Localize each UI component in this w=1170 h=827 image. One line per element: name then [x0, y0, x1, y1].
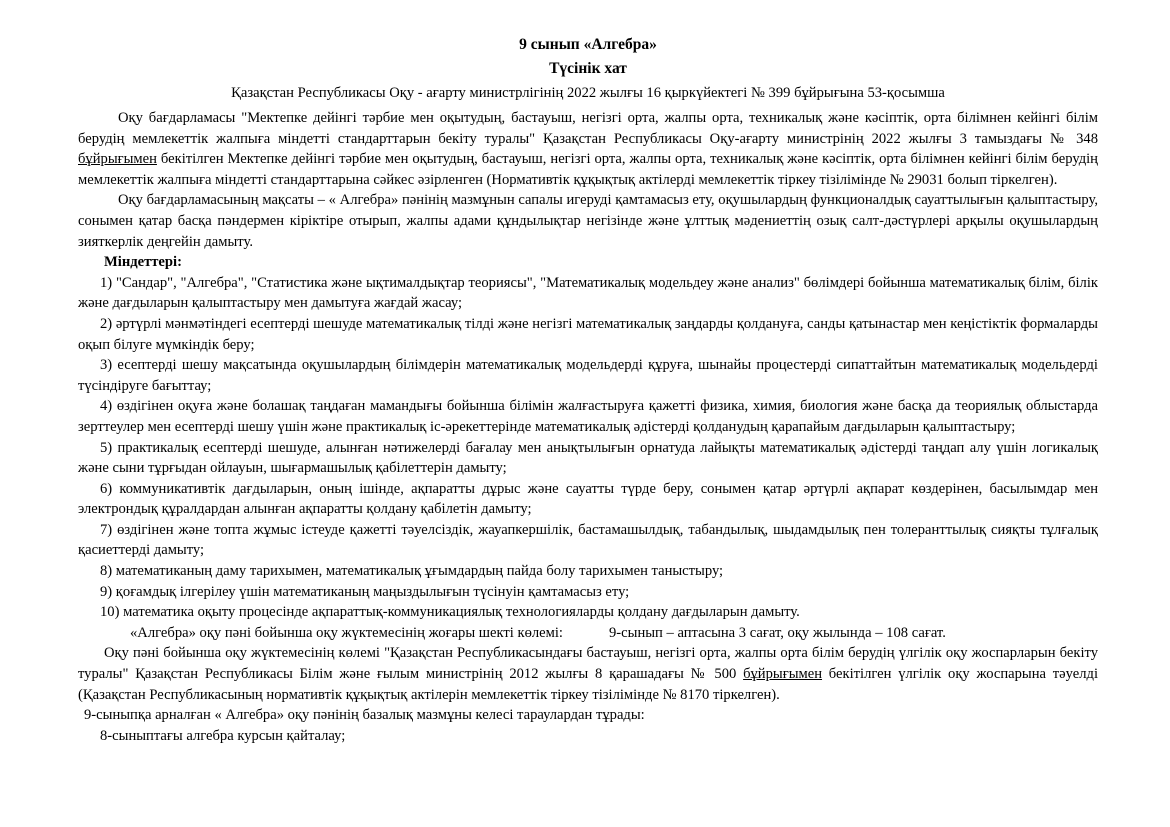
- paragraph-standards: [78, 108, 1098, 190]
- task-item-3: 3) есептерді шешу мақсатында оқушылардың білімдерін математикалық модельдерді құруға, шынайы процестерді сипаттайтын математикалық модельдерді түсіндіруге бағыттау;: [78, 357, 1098, 394]
- workload-value: 9-сынып – аптасына 3 сағат, оқу жылында – 108 сағат.: [609, 624, 946, 641]
- paragraph-standards-part-a: Оқу бағдарламасы "Мектепке дейінгі тәрбие мен оқытудың, бастауыш, негізгі орта, жалпы орта, техникалық және кәсіптік, орта білімнен кейінгі білім берудің мемлекеттік жалпыға міндетті стандарттарын бекіту туралы" Қазақстан Республикасы Оқу-ағарту министрінің 2022 жылғы 3 тамыздағы № 348: [78, 110, 1098, 147]
- paragraph-curriculum-plan-part-a: Оқу пәні бойынша оқу жүктемесінің көлемі "Қазақстан Республикасындағы бастауыш, негізгі орта, жалпы орта білім берудің үлгілік оқу жоспарларын бекіту туралы" Қазақстан Республикасы Білім және ғылым министрінің 2012 жылғы 8 қарашадағы № 500: [78, 645, 1098, 683]
- document-reference-line: Қазақстан Республикасы Оқу - ағарту министрлігінің 2022 жылғы 16 қыркүйектегі № 399 бұйрығына 53-қосымша: [231, 85, 945, 101]
- task-item-8: 8) математиканың даму тарихымен, математикалық ұғымдардың пайда болу тарихымен таныстыру;: [100, 563, 724, 580]
- tasks-heading: Міндеттері:: [104, 254, 182, 271]
- order-link-2[interactable]: бұйрығымен: [743, 666, 823, 683]
- task-item-1: 1) "Сандар", "Алгебра", "Статистика және ықтималдықтар теориясы", "Математикалық модельдеу және анализ" бөлімдері бойынша математикалық білім, білік және дағдыларын қалыптастыру мен дамытуға жағдай жасау;: [78, 274, 1098, 312]
- task-item-7: 7) өздігінен және топта жұмыс істеуде қажетті тәуелсіздік, жауапкершілік, бастамашылдық, табандылық, шыдамдылық пен толеранттылық сияқты тұлғалық қасиеттерді дамыту;: [78, 521, 1098, 559]
- paragraph-standards-part-b: бекітілген Мектепке дейінгі тәрбие мен оқытудың, бастауыш, негізгі орта, жалпы орта, техникалық және кәсіптік, орта білімнен кейінгі білім берудің мемлекеттік жалпыға міндетті стандарттарына сәйкес әзірленген (Нормативтік құқықтық актілерді мемлекеттік тіркеу тізілімінде № 29031 болып тіркелген).: [78, 151, 1098, 188]
- content-intro-line: 9-сыныпқа арналған « Алгебра» оқу пәнінің базалық мазмұны келесі тараулардан тұрады:: [84, 707, 645, 724]
- paragraph-curriculum-plan-part-b: бекітілген үлгілік оқу жоспарына тәуелді (Қазақстан Республикасының нормативтік құқықтық актілерін мемлекеттік тіркеу тізілімінде № 8170 тіркелген).: [78, 666, 1098, 703]
- content-item-1: 8-сыныптағы алгебра курсын қайталау;: [100, 727, 346, 744]
- task-item-6: 6) коммуникативтік дағдыларын, оның ішінде, ақпаратты дұрыс және сауатты түрде беру, сонымен қатар әртүрлі ақпарат көздерінен, басылымдар мен электрондық құралдардан алынған ақпаратты қолдану қабілетін дамыту;: [78, 480, 1098, 518]
- paragraph-curriculum-plan: [78, 643, 1098, 705]
- task-item-5: 5) практикалық есептерді шешуде, алынған нәтижелерді бағалау мен анықтылығын орнатуда лайықты математикалық әдістерді таңдап алу үшін логикалық және сыни тұрғыдан ойлауын, шығармашылық қабілеттерін дамыту;: [78, 439, 1098, 477]
- task-item-4: 4) өздігінен оқуға және болашақ таңдаған мамандығы бойынша білімін жалғастыруға қажетті физика, химия, биология және басқа да теориялық облыстарда зерттеулер мен есептерді шешу үшін және практикалық іс-әрекеттерінде математикалық әдістерді қолданудың қарапайым дағдыларын қалыптастыру;: [78, 398, 1098, 435]
- page-title: 9 сынып «Алгебра»: [519, 36, 657, 53]
- workload-label: «Алгебра» оқу пәні бойынша оқу жүктемесінің жоғары шекті көлемі:: [130, 624, 563, 641]
- page-subtitle-heading: Түсінік хат: [549, 60, 627, 77]
- order-link-1[interactable]: бұйрығымен: [78, 151, 157, 168]
- task-item-9: 9) қоғамдық ілгерілеу үшін математиканың маңыздылығын түсінуін қамтамасыз ету;: [100, 583, 630, 600]
- task-item-10: 10) математика оқыту процесінде ақпараттық-коммуникациялық технологияларды қолдану дағдыларын дамыту.: [100, 604, 800, 621]
- paragraph-purpose: Оқу бағдарламасының мақсаты – « Алгебра» пәнінің мазмұнын сапалы игеруді қамтамасыз ету, оқушылардың функционалдық сауаттылығын қалыптастыру, сонымен қатар басқа пәндермен кіріктіре отырып, жалпы адами құндылықтар негізінде және ұлттық мәдениеттің озық салт-дәстүрлері арқылы оқушылардың зияткерлік деңгейін дамыту.: [78, 192, 1098, 250]
- task-item-2: 2) әртүрлі мәнмәтіндегі есептерді шешуде математикалық тілді және негізгі математикалық заңдарды қолдануға, санды қатынастар мен кеңістіктік формаларды оқып білуге мүмкіндік беру;: [78, 315, 1098, 353]
- workload-line: [78, 623, 1098, 644]
